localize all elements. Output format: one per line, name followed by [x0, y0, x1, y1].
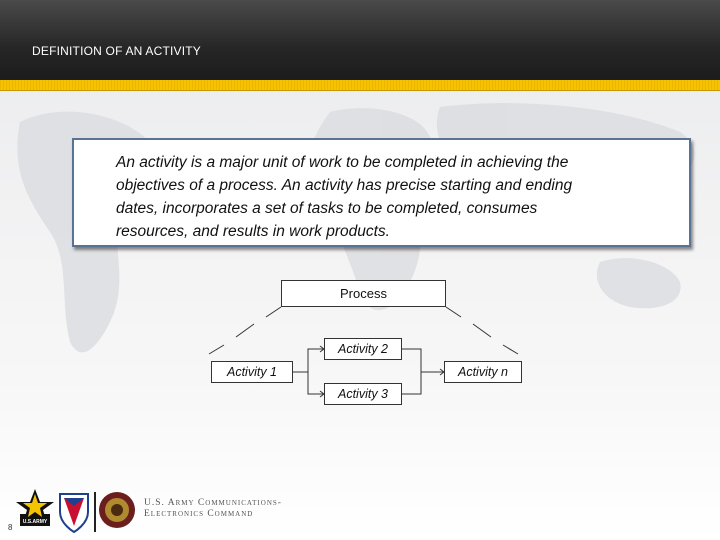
- node-activity-n: Activity n: [444, 361, 522, 383]
- definition-line-2: objectives of a process. An activity has precise starting and ending: [116, 177, 573, 194]
- connector-a1-a3: [308, 372, 324, 394]
- shield-emblem: [60, 494, 88, 532]
- map-landmass-australia: [597, 258, 681, 308]
- cecom-seal: [99, 492, 135, 528]
- node-activity-3: Activity 3: [324, 383, 402, 405]
- command-name: [144, 498, 282, 520]
- process-diagram: [206, 279, 526, 411]
- command-name-line-2: Electronics Command: [144, 509, 254, 519]
- page-number: 8: [8, 523, 13, 532]
- svg-text:U.S.ARMY: U.S.ARMY: [22, 519, 48, 525]
- slide-title: DEFINITION OF AN ACTIVITY: [32, 44, 202, 58]
- connector-a3-an: [402, 372, 421, 394]
- dashed-line-left: [266, 307, 281, 317]
- dashed-line-right: [446, 307, 461, 317]
- definition-line-1: An activity is a major unit of work to be completed in achieving the: [116, 154, 569, 171]
- dashed-line-right-3: [503, 345, 518, 354]
- definition-box: [72, 138, 691, 247]
- command-name-line-1: U.S. Army Communications-: [144, 498, 282, 508]
- gold-accent-strip: [0, 80, 720, 91]
- node-activity-2: Activity 2: [324, 338, 402, 360]
- definition-line-4: resources, and results in work products.: [116, 223, 390, 240]
- connector-a1-a2: [293, 349, 324, 372]
- node-activity-1: Activity 1: [211, 361, 293, 383]
- dashed-line-right-2: [473, 324, 491, 337]
- definition-line-3: dates, incorporates a set of tasks to be completed, consumes: [116, 200, 538, 217]
- dashed-line-left-3: [209, 345, 224, 354]
- logo-divider: [94, 492, 96, 532]
- header-bar: [0, 0, 720, 80]
- connector-a2-an: [402, 349, 444, 372]
- node-process: Process: [281, 280, 446, 307]
- army-star-logo: [16, 489, 54, 526]
- dashed-line-left-2: [236, 324, 254, 337]
